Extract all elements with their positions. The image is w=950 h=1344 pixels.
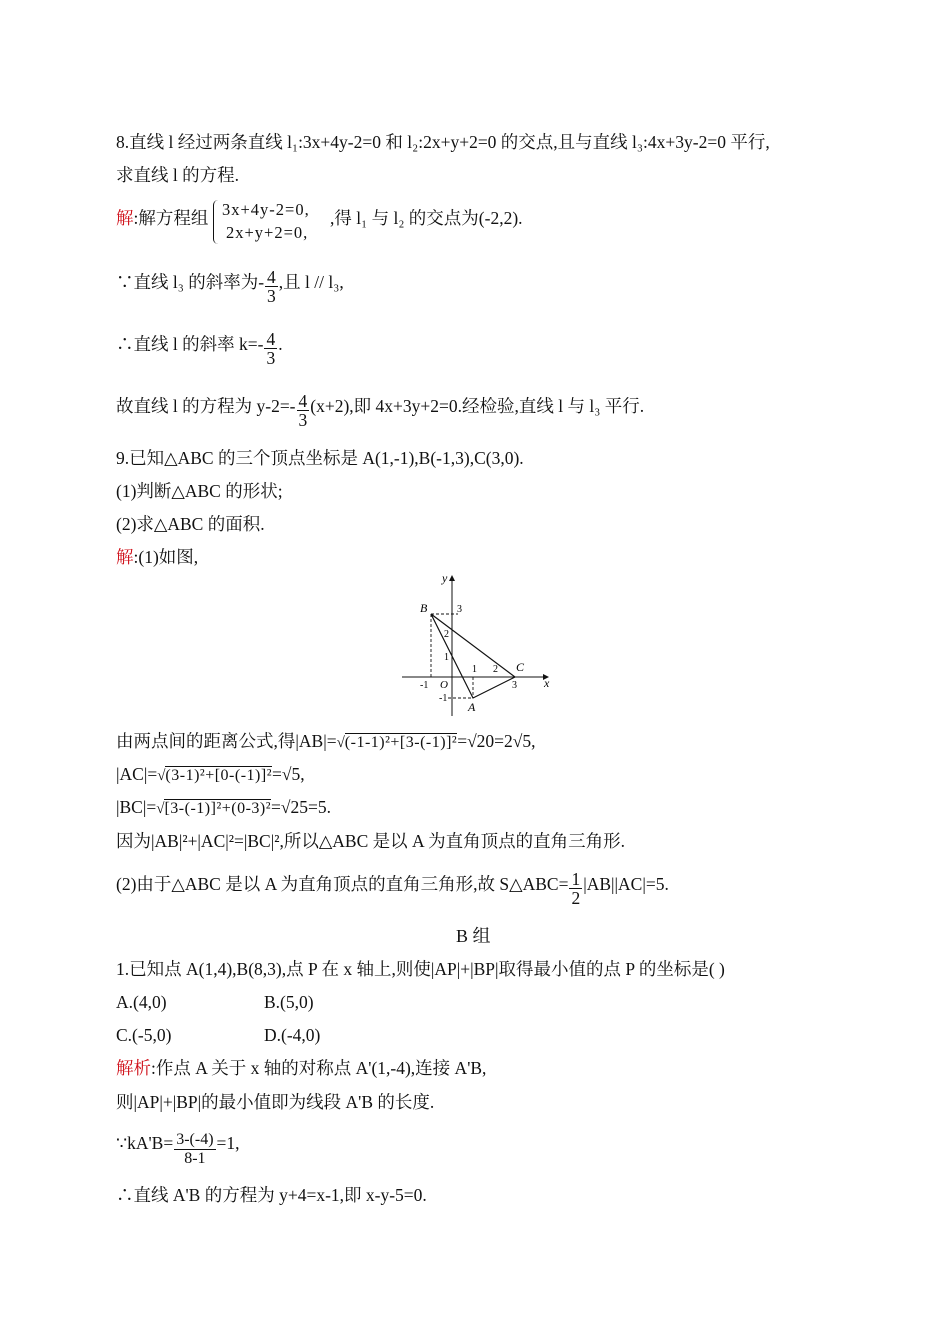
option-a: A.(4,0)	[116, 992, 167, 1012]
x-tick-label: 1	[472, 664, 477, 675]
fraction-numerator: 1	[571, 869, 581, 889]
distance-ab	[116, 729, 536, 755]
problem9-conclusion: 因为|AB|²+|AC|²=|BC|²,所以△ABC 是以 A 为直角顶点的直角三角形.	[116, 831, 625, 851]
problem8-statement-line1: 8.直线 l 经过两条直线 l₁:3x+4y-2=0 和 l₂:2x+y+2=0 的交点,且与直线 l₃:4x+3y-2=0 平行,	[116, 132, 770, 152]
step3-suffix: .	[278, 334, 283, 354]
fraction-denominator: 3	[298, 410, 308, 430]
radical-sign: √	[156, 801, 165, 817]
x-tick-label: 3	[512, 680, 517, 691]
solution-intro: :解方程组	[133, 208, 209, 228]
solution-label: 解	[116, 547, 134, 567]
problem9-statement: 9.已知△ABC 的三个顶点坐标是 A(1,-1),B(-1,3),C(3,0).	[116, 448, 524, 468]
distance-ab-prefix: 由两点间的距离公式,得|AB|=	[116, 731, 337, 751]
distance-bc	[116, 795, 331, 821]
step2-prefix: ∵直线 l₃ 的斜率为-	[116, 272, 265, 292]
distance-ab-radicand: (-1-1)²+[3-(-1)]²	[344, 734, 458, 751]
radical-sign: √	[157, 768, 166, 784]
problem8-step4	[116, 392, 644, 429]
step4-prefix: 故直线 l 的方程为 y-2=-	[116, 396, 296, 416]
distance-ac-prefix: |AC|=	[116, 764, 158, 784]
problem9-part2: (2)求△ABC 的面积.	[116, 514, 265, 534]
fraction-numerator: 4	[267, 267, 276, 287]
problem9-area	[116, 870, 669, 907]
point-a-label: A	[468, 700, 476, 714]
option-d: D.(-4,0)	[264, 1025, 321, 1045]
x-tick-label: 2	[493, 664, 498, 675]
distance-ab-suffix: =√20=2√5,	[457, 731, 536, 751]
slope-suffix: =1,	[216, 1133, 240, 1153]
solution-label: 解	[116, 208, 134, 228]
y-axis-label: y	[442, 571, 448, 585]
problem8-statement-line2: 求直线 l 的方程.	[116, 165, 239, 185]
problem8-step2	[116, 268, 344, 305]
group-b-title: B 组	[456, 926, 491, 946]
problem9-solution-intro	[116, 545, 198, 569]
distance-bc-radicand: [3-(-1)]²+(0-3)²	[164, 800, 272, 817]
fraction-denominator: 3	[266, 348, 276, 368]
area-prefix: (2)由于△ABC 是以 A 为直角顶点的直角三角形,故 S△ABC=	[116, 874, 569, 894]
fraction	[265, 268, 278, 305]
option-c: C.(-5,0)	[116, 1025, 172, 1045]
y-tick-label: 1	[444, 652, 449, 663]
distance-ac-suffix: =√5,	[272, 764, 305, 784]
group-b-q1-statement: 1.已知点 A(1,4),B(8,3),点 P 在 x 轴上,则使|AP|+|BP|取得最小值的点 P 的坐标是( )	[116, 959, 725, 979]
distance-bc-prefix: |BC|=	[116, 797, 157, 817]
radical-sign: √	[336, 735, 345, 751]
slope-fraction	[174, 1131, 215, 1168]
distance-ac-radicand: (3-1)²+[0-(-1)]²	[165, 767, 272, 784]
y-tick-label: 2	[444, 629, 449, 640]
problem8-step3	[116, 330, 283, 367]
y-tick-label: 3	[457, 604, 462, 615]
point-b-label: B	[420, 601, 428, 615]
option-b: B.(5,0)	[264, 992, 314, 1012]
triangle-graph	[398, 570, 558, 720]
point-c-label: C	[516, 660, 525, 674]
system-eq1: 3x+4y-2=0,	[222, 200, 310, 219]
final-line: ∴直线 A'B 的方程为 y+4=x-1,即 x-y-5=0.	[116, 1185, 427, 1205]
analysis-line2: 则|AP|+|BP|的最小值即为线段 A'B 的长度.	[116, 1092, 435, 1112]
solution-intro-text: :(1)如图,	[133, 547, 199, 567]
step4-suffix: (x+2),即 4x+3y+2=0.经检验,直线 l 与 l₃ 平行.	[310, 396, 645, 416]
fraction-denominator: 2	[571, 888, 581, 908]
analysis-line1	[116, 1056, 486, 1080]
problem9-part1: (1)判断△ABC 的形状;	[116, 481, 283, 501]
slope-prefix: ∵kA'B=	[116, 1133, 174, 1153]
problem8-solution-line1	[116, 206, 208, 230]
slope-line	[116, 1131, 240, 1168]
origin-label: O	[440, 679, 448, 691]
fraction	[297, 392, 310, 429]
y-tick-label: -1	[439, 693, 448, 704]
area-suffix: |AB||AC|=5.	[583, 874, 669, 894]
system-brace	[213, 200, 218, 244]
x-axis-label: x	[544, 676, 550, 690]
fraction-numerator: 4	[266, 329, 276, 349]
distance-ac	[116, 762, 305, 788]
step2-suffix: ,且 l // l₃,	[278, 272, 344, 292]
analysis-label: 解析	[116, 1058, 151, 1078]
analysis-line1-text: :作点 A 关于 x 轴的对称点 A'(1,-4),连接 A'B,	[151, 1058, 487, 1078]
fraction-denominator: 3	[267, 286, 276, 306]
fraction-numerator: 4	[298, 391, 308, 411]
fraction	[569, 870, 582, 907]
solution-result: ,得 l₁ 与 l₂ 的交点为(-2,2).	[330, 208, 523, 228]
fraction	[264, 330, 277, 367]
slope-numerator: 3-(-4)	[176, 1131, 214, 1148]
distance-bc-suffix: =√25=5.	[271, 797, 332, 817]
step3-prefix: ∴直线 l 的斜率 k=-	[116, 334, 264, 354]
system-eq2: 2x+y+2=0,	[226, 223, 309, 242]
x-tick-label: -1	[420, 680, 429, 691]
slope-denominator: 8-1	[184, 1150, 206, 1167]
